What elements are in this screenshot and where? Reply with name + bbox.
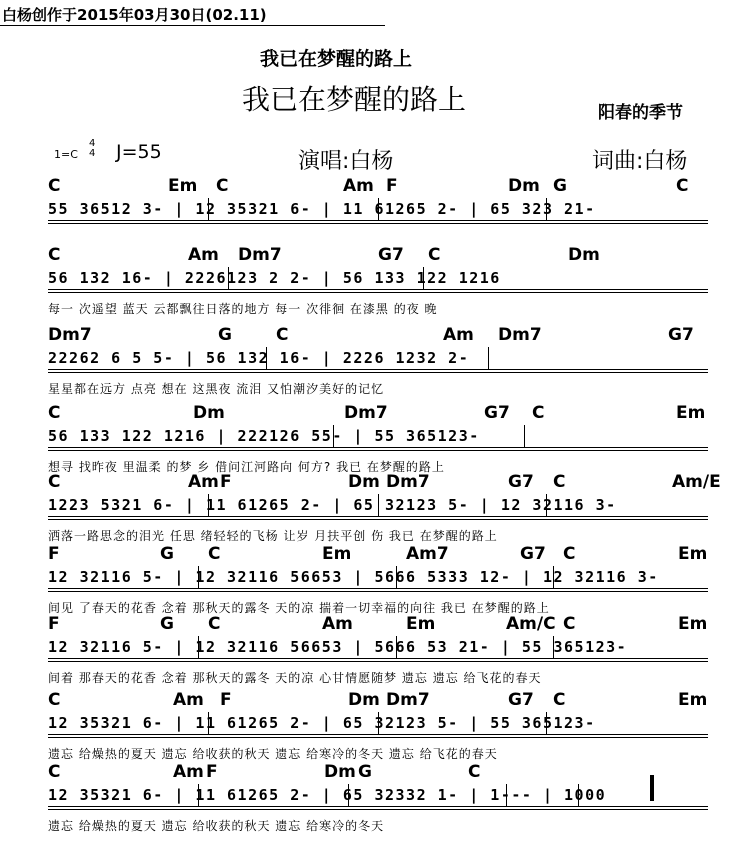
chord-symbol: G [218,325,232,345]
beam-line [48,516,708,517]
beam-line [48,447,708,448]
barline [198,636,199,658]
chord-symbol: Am [173,762,204,782]
jianpu-notes: 12 32116 5- | 12 32116 56653 | 5666 5333 12- | 12 32116 3- [48,568,659,586]
meter-top: 4 [89,138,96,149]
chord-symbol: Dm [348,690,380,710]
beam-line-double [48,450,708,451]
beam-line [48,220,708,221]
beam-line [48,588,708,589]
chord-symbol: G7 [508,472,534,492]
barline [578,784,579,806]
chord-symbol: G7 [668,325,694,345]
chord-symbol: Dm [193,403,225,423]
chord-symbol: C [532,403,545,423]
lyric-line: 遗忘 给燥热的夏天 遗忘 给收获的秋天 遗忘 给寒冷的冬天 [48,819,385,833]
time-signature [89,139,95,159]
barline [378,712,379,734]
chord-symbol: C [48,762,61,782]
song-title-large: 我已在梦醒的路上 [242,83,467,116]
chord-symbol: F [386,176,398,196]
chord-symbol: C [48,245,61,265]
meter-bottom: 4 [89,148,96,159]
beam-line-double [48,292,708,293]
jianpu-notes: 12 35321 6- | 11 61265 2- | 65 32332 1- | 1--- | 1000 [48,786,607,804]
jianpu-notes: 56 132 16- | 2226123 2 2- | 56 133 122 1216 [48,269,501,287]
song-title-bold: 我已在梦醒的路上 [260,48,413,70]
chord-symbol: C [428,245,441,265]
chord-symbol: Dm7 [386,472,430,492]
barline [546,494,547,516]
chord-symbol: Am/E [672,472,721,492]
barline [506,784,507,806]
header-rule [0,25,385,26]
singer-credit: 演唱:白杨 [298,149,394,174]
chord-symbol: C [276,325,289,345]
beam-line-double [48,661,708,662]
chord-symbol: C [563,614,576,634]
barline [488,347,489,369]
barline [396,566,397,588]
chord-symbol: Am [343,176,374,196]
chord-symbol: Dm [324,762,356,782]
barline [198,784,199,806]
chord-symbol: F [206,762,218,782]
jianpu-notes: 12 35321 6- | 11 61265 2- | 65 32123 5- | 55 365123- [48,714,596,732]
barline [333,425,334,447]
barline [423,267,424,289]
chord-symbol: C [48,403,61,423]
chord-symbol: Dm [568,245,600,265]
chord-symbol: Em [678,544,708,564]
chord-symbol: Am [322,614,353,634]
lyric-line: 间着 那春天的花香 念着 那秋天的露冬 天的凉 心甘情愿随梦 遗忘 遗忘 给飞花的春天 [48,671,542,685]
beam-line [48,658,708,659]
jianpu-notes: 56 133 122 1216 | 222126 55- | 55 365123- [48,427,480,445]
barline [208,494,209,516]
chord-symbol: F [220,472,232,492]
beam-line [48,289,708,290]
barline [208,712,209,734]
beam-line [48,806,708,807]
chord-symbol: Am7 [406,544,449,564]
beam-line-double [48,737,708,738]
chord-symbol: F [48,614,60,634]
chord-symbol: F [220,690,232,710]
barline [228,267,229,289]
chord-symbol: Am [173,690,204,710]
chord-symbol: C [553,472,566,492]
barline [266,347,267,369]
barline [198,566,199,588]
composition-note: 白杨创作于2015年03月30日(02.11) [2,6,267,24]
final-barline [650,775,654,801]
chord-symbol: C [563,544,576,564]
jianpu-notes: 12 32116 5- | 12 32116 56653 | 5666 53 21- | 55 365123- [48,638,628,656]
barline [553,566,554,588]
barline [378,198,379,220]
writer-credit: 词曲:白杨 [592,149,688,174]
lyric-line: 间见 了春天的花香 念着 那秋天的露冬 天的凉 揣着一切幸福的向往 我已 在梦醒的路上 [48,601,550,615]
lyric-line: 每一 次遥望 蓝天 云都飘往日落的地方 每一 次徘徊 在漆黑 的夜 晚 [48,302,438,316]
chord-symbol: G7 [484,403,510,423]
chord-symbol: G7 [378,245,404,265]
chord-symbol: C [216,176,229,196]
chord-symbol: Dm7 [344,403,388,423]
chord-symbol: F [48,544,60,564]
chord-symbol: Dm7 [386,690,430,710]
chord-symbol: C [48,472,61,492]
chord-symbol: G [160,614,174,634]
barline [524,425,525,447]
jianpu-notes: 22262 6 5 5- | 56 132 16- | 2226 1232 2- [48,349,470,367]
key-signature: 1=C [54,148,78,161]
lyric-line: 星星都在远方 点亮 想在 这黑夜 流泪 又怕潮汐美好的记忆 [48,382,385,396]
chord-symbol: Dm [508,176,540,196]
tempo-mark: J=55 [116,141,162,163]
publisher-label: 阳春的季节 [598,103,683,123]
chord-symbol: C [48,690,61,710]
beam-line [48,734,708,735]
barline [546,198,547,220]
barline [396,636,397,658]
jianpu-notes: 1223 5321 6- | 11 61265 2- | 65 32123 5- | 12 32116 3- [48,496,617,514]
barline [348,784,349,806]
chord-symbol: Am/C [506,614,556,634]
chord-symbol: C [208,614,221,634]
chord-symbol: C [208,544,221,564]
chord-symbol: Em [678,614,708,634]
chord-symbol: G [358,762,372,782]
chord-symbol: Em [322,544,352,564]
chord-symbol: Am [188,245,219,265]
barline [553,636,554,658]
chord-symbol: Em [678,690,708,710]
chord-symbol: Dm [348,472,380,492]
chord-symbol: C [553,690,566,710]
chord-symbol: Am [188,472,219,492]
beam-line-double [48,372,708,373]
chord-symbol: G [160,544,174,564]
chord-symbol: Em [676,403,706,423]
chord-symbol: Dm7 [238,245,282,265]
chord-symbol: Em [406,614,436,634]
lyric-line: 洒落一路思念的泪光 任思 绪轻轻的飞杨 让岁 月扶平创 伤 我已 在梦醒的路上 [48,529,498,543]
jianpu-notes: 55 36512 3- | 12 35321 6- | 11 61265 2- | 65 323 21- [48,200,596,218]
chord-symbol: G7 [520,544,546,564]
beam-line-double [48,519,708,520]
barline [208,198,209,220]
chord-symbol: G7 [508,690,534,710]
beam-line-double [48,591,708,592]
score-system [48,762,728,862]
chord-symbol: C [676,176,689,196]
chord-symbol: Am [443,325,474,345]
barline [546,712,547,734]
chord-symbol: Em [168,176,198,196]
beam-line-double [48,809,708,810]
chord-symbol: Dm7 [498,325,542,345]
chord-symbol: C [48,176,61,196]
beam-line [48,369,708,370]
barline [378,494,379,516]
chord-symbol: Dm7 [48,325,92,345]
chord-symbol: C [468,762,481,782]
beam-line-double [48,223,708,224]
chord-symbol: G [553,176,567,196]
lyric-line: 遗忘 给燥热的夏天 遗忘 给收获的秋天 遗忘 给寒冷的冬天 遗忘 给飞花的春天 [48,747,498,761]
lyric-line: 想寻 找昨夜 里温柔 的梦 乡 借问江河路向 何方? 我已 在梦醒的路上 [48,460,445,474]
